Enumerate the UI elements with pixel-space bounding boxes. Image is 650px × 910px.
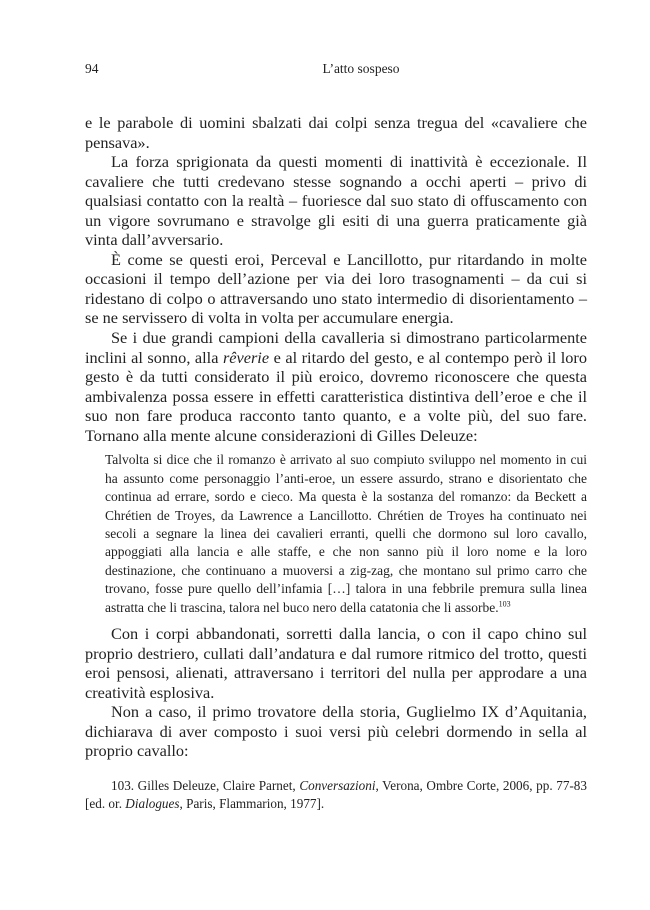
paragraph-4: [85, 328, 587, 445]
paragraph-3: È come se questi eroi, Perceval e Lancillotto, pur ritardando in molte occasioni il tempo dell’azione per via dei loro trasognamenti – da cui si ridestano di colpo o attraversando uno stato intermedio di disorientamento – se ne servissero di volta in volta per accumulare energia.: [85, 249, 587, 328]
paragraph-1: e le parabole di uomini sbalzati dai colpi senza tregua del «cavaliere che pensava».: [85, 113, 587, 152]
footnote-title-original: Dialogues: [125, 796, 180, 812]
main-text: [85, 113, 587, 761]
paragraph-5: Con i corpi abbandonati, sorretti dalla lancia, o con il capo chino sul proprio destriero, cullati dall’andatura e dal rumore ritmico del trotto, questi eroi pensosi, alienati, attraversano i territori del nulla per approdare a una creatività esplosiva.: [85, 623, 587, 702]
quote-text: Talvolta si dice che il romanzo è arrivato al suo compiuto sviluppo nel momento in cui ha assunto come personaggio l’anti-eroe, un essere assurdo, strano e disorientato che continua ad errare, sordo e cieco. Ma questa è la sostanza del romanzo: da Beckett a Chrétien de Troyes, da Lawrence a Lancillotto. Chrétien de Troyes ha continuato nei secoli a segnare la linea dei cavalieri erranti, quelli che dormono sul loro cavallo, appoggiati alla lancia e alle staffe, e che non sanno più il loro nome e la loro destinazione, che continuano a muoversi a zig-zag, che montano sul primo carro che trovano, fosse pure quello dell’infamia […] talora in una febbrile premura sulla linea astratta che li trascina, talora nel buco nero della catatonia che li assorbe.: [105, 452, 587, 615]
footnote-reference[interactable]: 103: [498, 599, 511, 609]
running-header: [85, 61, 587, 79]
paragraph-4-text-b: e al ritardo del gesto, e al contempo però il loro gesto è da tutti considerato il più eroico, dovremo riconoscere che questa ambivalenza possa essere in effetti caratteristica distintiva dell’eroe e che il suo non fare produca racconto tanto quanto, e a volte più, del suo fare. Tornano alla mente alcune considerazioni di Gilles Deleuze:: [85, 347, 587, 445]
reverie-term: rêverie: [222, 347, 270, 367]
page-number: 94: [85, 61, 99, 76]
paragraph-2: La forza sprigionata da questi momenti di inattività è eccezionale. Il cavaliere che tutti credevano stesse sognando a occhi aperti – privo di qualsiasi contatto con la realtà – fuoriesce dal suo stato di offuscamento con un vigore sovrumano e stravolge gli esiti di una guerra praticamente già vinta dall’avversario.: [85, 152, 587, 250]
block-quote: [105, 451, 587, 617]
paragraph-6: Non a caso, il primo trovatore della storia, Guglielmo IX d’Aquitania, dichiarava di aver composto i suoi versi più celebri dormendo in sella al proprio cavallo:: [85, 702, 587, 761]
running-title: L’atto sospeso: [322, 61, 400, 76]
footnote-lead: 103. Gilles Deleuze, Claire Parnet,: [111, 778, 300, 793]
footnote-103: [85, 777, 587, 814]
footnote-tail: , Paris, Flammarion, 1977].: [179, 796, 325, 812]
footnote-title-italian: Conversazioni: [299, 778, 376, 793]
footnote-mid: , Verona, Ombre Corte, 2006, pp. 77-83 [ed. or.: [85, 778, 587, 812]
paragraph-4-text-a: Se i due grandi campioni della cavalleria si dimostrano particolarmente inclini al sonno, alla: [85, 328, 587, 367]
